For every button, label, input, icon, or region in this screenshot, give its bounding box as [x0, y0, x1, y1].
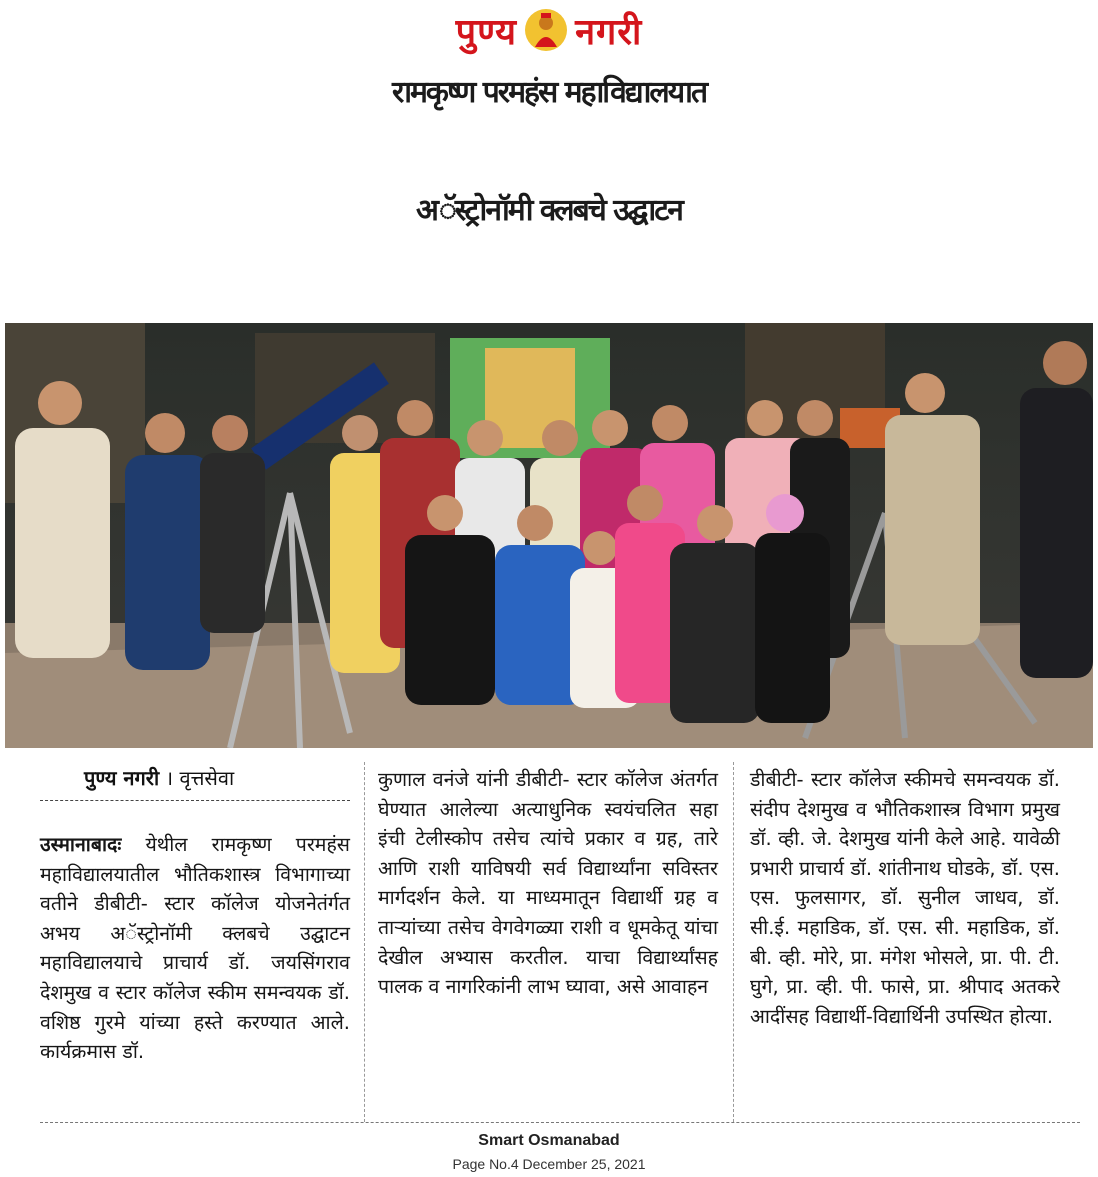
byline-divider — [40, 800, 350, 801]
column-divider-1 — [364, 762, 365, 1122]
headline-line-1: रामकृष्ण परमहंस महाविद्यालयात — [391, 75, 707, 110]
footer-divider — [40, 1122, 1080, 1123]
news-photo — [5, 323, 1093, 748]
byline — [84, 764, 234, 791]
group-photo-students-telescopes-icon — [5, 323, 1093, 748]
footer-page-info: Page No.4 December 25, 2021 — [452, 1156, 646, 1172]
article-column-1 — [40, 830, 350, 1067]
footer-brand: Smart Osmanabad — [478, 1132, 620, 1149]
column-2-text: कुणाल वनंजे यांनी डीबीटी- स्टार कॉलेज अंतर्गत घेण्यात आलेल्या अत्याधुनिक स्वयंचलित सहा इंची टेलीस्कोप तसेच त्यांचे प्रकार व ग्रह, तारे आणि राशी याविषयी सर्व विद्यार्थ्यांना सविस्तर मार्गदर्शन केले. या माध्यमातून विद्यार्थी ग्रह व ताऱ्यांच्या तसेच वेगवेगळ्या राशी व धूमकेतू यांचा देखील अभ्यास करतील. याचा विद्यार्थ्यांसह पालक व नागरिकांनी लाभ घ्यावा, असे आवाहन — [378, 768, 718, 999]
column-1-text: येथील रामकृष्ण परमहंस महाविद्यालयातील भौतिकशास्त्र विभागाच्या वतीने डीबीटी- स्टार कॉलेज योजनेतंर्गत अभय अॅस्ट्रोनॉमी क्लबचे उद्घाटन महाविद्यालयाचे प्राचार्य डॉ. जयसिंगराव देशमुख व स्टार कॉलेज स्कीम समन्वयक डॉ. वशिष्ठ गुरमे यांच्या हस्ते करण्यात आले. कार्यक्रमास डॉ. — [40, 833, 350, 1064]
masthead-right-word: नगरी — [575, 11, 643, 53]
deity-logo-icon — [523, 7, 569, 53]
dateline-place: उस्मानाबादः — [40, 833, 122, 856]
column-3-text: डीबीटी- स्टार कॉलेज स्कीमचे समन्वयक डॉ. संदीप देशमुख व भौतिकशास्त्र विभाग प्रमुख डॉ. व्ही. जे. देशमुख यांनी केले आहे. यावेळी प्रभारी प्राचार्य डॉ. शांतीनाथ घोडके, डॉ. एस. एस. फुलसागर, डॉ. सुनील जाधव, डॉ. सी.ई. महाडिक, डॉ. एस. सी. महाडिक, डॉ. बी. व्ही. मोरे, प्रा. मंगेश भोसले, प्रा. पी. टी. घुगे, प्रा. व्ही. पी. फासे, प्रा. श्रीपाद अतकरे आदींसह विद्यार्थी-विद्यार्थिनी उपस्थित होत्या. — [750, 768, 1060, 1028]
column-divider-2 — [733, 762, 734, 1122]
byline-service: वृत्तसेवा — [179, 766, 235, 790]
article-column-3 — [750, 765, 1060, 1031]
byline-separator: । — [165, 766, 174, 790]
headline-line-2: अॅस्ट्रोनॉमी क्लबचे उद्घाटन — [416, 193, 682, 228]
masthead-left-word: पुण्य — [455, 11, 518, 53]
byline-name: पुण्य नगरी — [84, 766, 160, 790]
article-column-2 — [378, 765, 718, 1002]
masthead — [0, 2, 1098, 58]
